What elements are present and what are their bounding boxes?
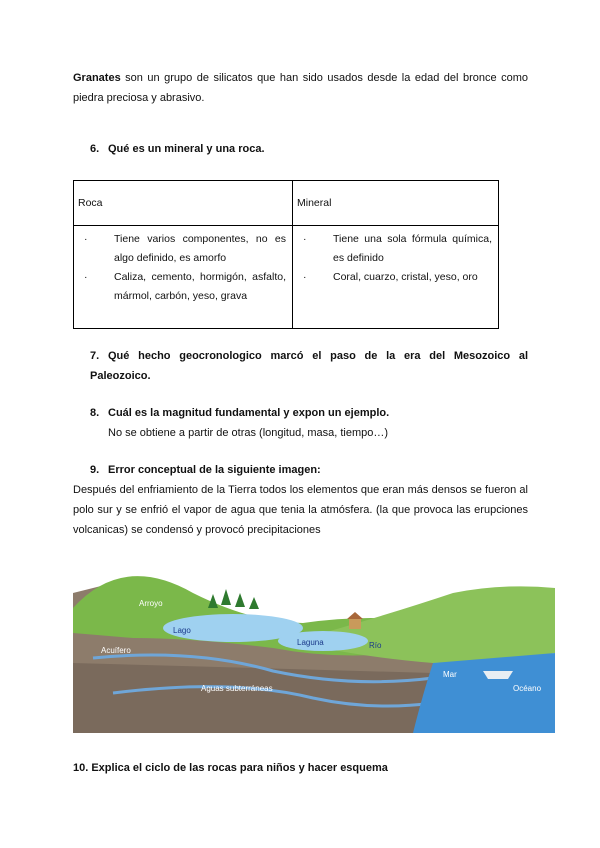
intro-text: son un grupo de silicatos que han sido usados desde la edad del bronce como piedra preciosa y abrasivo. bbox=[73, 72, 528, 104]
question-number: 6. bbox=[90, 143, 100, 155]
list-item bbox=[303, 230, 492, 268]
intro-term: Granates bbox=[73, 72, 121, 84]
label-lago: Lago bbox=[173, 626, 191, 635]
question-number: 8. bbox=[90, 407, 100, 419]
mineral-item-1: Tiene una sola fórmula química, es definido bbox=[333, 233, 492, 264]
roca-mineral-table bbox=[73, 180, 499, 329]
water-cycle-diagram bbox=[73, 553, 555, 733]
question-text: Qué es un mineral y una roca. bbox=[108, 143, 265, 155]
question-number: 9. bbox=[90, 464, 100, 476]
question-9 bbox=[90, 460, 528, 480]
bullet: · bbox=[84, 271, 88, 283]
roca-item-1: Tiene varios componentes, no es algo definido, es amorfo bbox=[114, 233, 286, 264]
bullet: · bbox=[303, 233, 307, 245]
bullet: · bbox=[303, 271, 307, 283]
label-laguna: Laguna bbox=[297, 638, 324, 647]
list-item bbox=[84, 230, 286, 268]
question-10: 10. Explica el ciclo de las rocas para niños y hacer esquema bbox=[73, 762, 388, 774]
intro-paragraph bbox=[73, 68, 528, 108]
label-arroyo: Arroyo bbox=[139, 599, 163, 608]
question-text: Error conceptual de la siguiente imagen: bbox=[108, 464, 321, 476]
list-item bbox=[303, 268, 492, 287]
label-acuifero: Acuífero bbox=[101, 646, 131, 655]
list-item bbox=[84, 268, 286, 306]
header-roca: Roca bbox=[74, 181, 293, 226]
sea bbox=[413, 653, 555, 733]
header-mineral: Mineral bbox=[293, 181, 499, 226]
roca-item-2: Caliza, cemento, hormigón, asfalto, mármol, carbón, yeso, grava bbox=[114, 271, 286, 302]
roca-cell bbox=[74, 226, 293, 329]
mineral-item-2: Coral, cuarzo, cristal, yeso, oro bbox=[333, 271, 478, 283]
label-aguas: Aguas subterráneas bbox=[201, 684, 273, 693]
question-7 bbox=[90, 346, 528, 386]
boat bbox=[483, 671, 513, 679]
label-oceano: Océano bbox=[513, 684, 542, 693]
question-text: Qué hecho geocronologico marcó el paso de la era del Mesozoico al Paleozoico. bbox=[90, 350, 528, 382]
answer-8: No se obtiene a partir de otras (longitud, masa, tiempo…) bbox=[108, 427, 389, 439]
house bbox=[349, 619, 361, 629]
label-rio: Río bbox=[369, 641, 382, 650]
label-mar: Mar bbox=[443, 670, 457, 679]
question-6 bbox=[90, 139, 528, 159]
question-text: Cuál es la magnitud fundamental y expon un ejemplo. bbox=[108, 407, 390, 419]
question-number: 7. bbox=[90, 350, 100, 362]
bullet: · bbox=[84, 233, 88, 245]
answer-9: Después del enfriamiento de la Tierra todos los elementos que eran más densos se fueron al polo sur y se enfrió el vapor de agua que tenia la atmósfera. (la que provoca las erupciones volcanicas) se condensó y provocó precipitaciones bbox=[73, 484, 528, 536]
question-8 bbox=[90, 403, 528, 423]
mineral-cell bbox=[293, 226, 499, 329]
deep-soil bbox=[73, 663, 433, 733]
